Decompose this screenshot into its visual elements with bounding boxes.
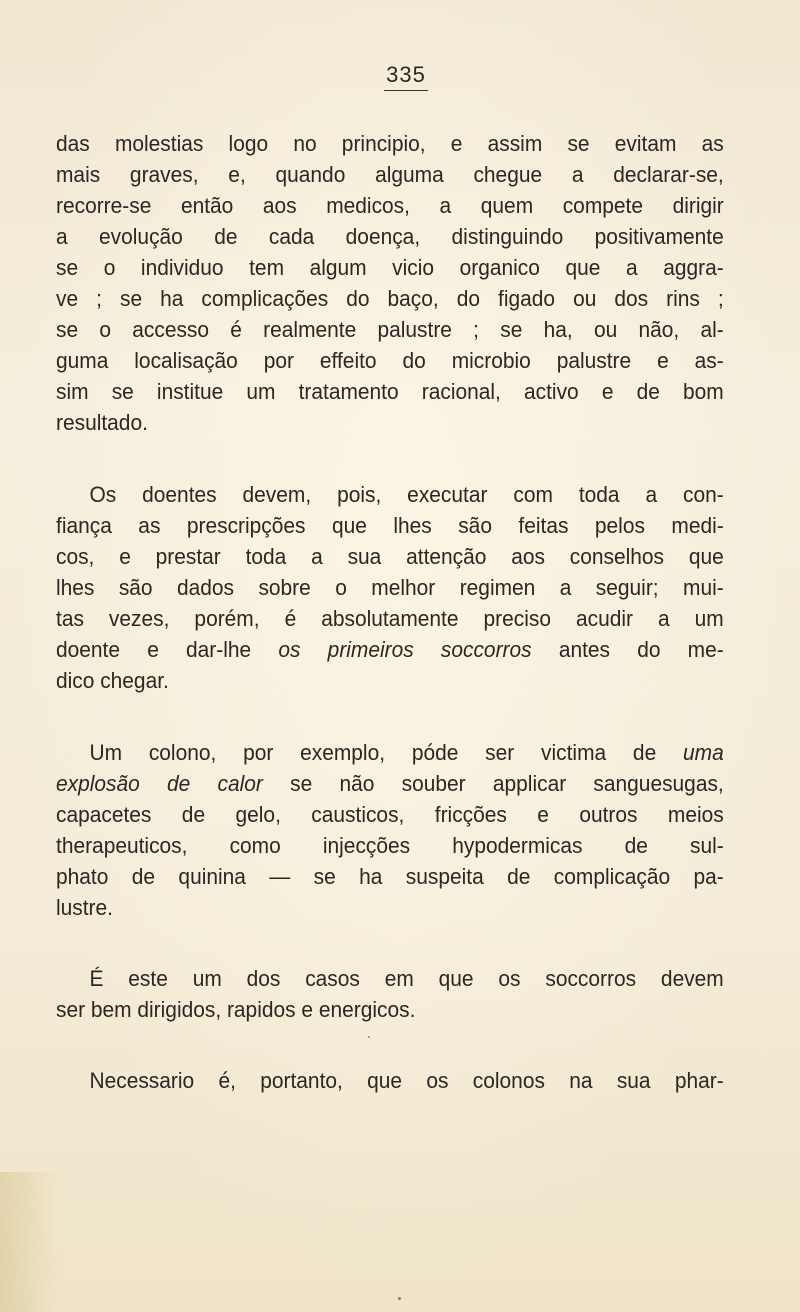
italic-phrase: uma [683,740,724,765]
text-segment: doente e dar-lhe [56,637,252,662]
paragraph-4 [56,963,724,1025]
text-line: guma localisação por effeito do microbio palustre e as- [56,348,724,373]
text-line: lustre. [56,895,113,920]
text-line-mixed [56,737,724,768]
paragraph-3 [56,737,724,923]
page-number [0,62,800,91]
italic-phrase: explosão de calor [56,771,263,796]
text-segment: Um colono, por exemplo, póde ser victima de [89,740,657,765]
paper-stain [0,1172,60,1312]
text-line: ser bem dirigidos, rapidos e energicos. [56,997,416,1022]
italic-phrase [278,637,531,662]
italic-prefix: os [278,637,301,662]
speck [398,1297,401,1300]
text-line: tas vezes, porém, é absolutamente preciso acudir a um [56,606,724,631]
text-line: se o accesso é realmente palustre ; se ha, ou não, al- [56,317,724,342]
text-line-mixed [56,634,724,665]
paragraph-1 [56,128,724,438]
text-line: lhes são dados sobre o melhor regimen a seguir; mui- [56,575,724,600]
paragraph-5 [56,1065,724,1096]
body-text [56,128,724,1096]
text-line-mixed [56,768,724,799]
text-line: phato de quinina — se ha suspeita de complicação pa- [56,864,724,889]
text-segment: antes do me- [558,637,724,662]
text-line: fiança as prescripções que lhes são feitas pelos medi- [56,513,724,538]
text-line: Os doentes devem, pois, executar com toda a con- [89,482,724,507]
text-line: a evolução de cada doença, distinguindo positivamente [56,224,724,249]
text-line: ve ; se ha complicações do baço, do figado ou dos rins ; [56,286,724,311]
text-line: recorre-se então aos medicos, a quem compete dirigir [56,193,724,218]
text-line: dico chegar. [56,668,169,693]
paragraph-2 [56,479,724,696]
text-line: sim se institue um tratamento racional, activo e de bom [56,379,724,404]
text-line: mais graves, e, quando alguma chegue a declarar-se, [56,162,724,187]
italic-text: primeiros soccorros [327,637,532,662]
page-number-text: 335 [384,62,428,91]
text-line: cos, e prestar toda a sua attenção aos conselhos que [56,544,724,569]
text-line: capacetes de gelo, causticos, fricções e outros meios [56,802,724,827]
text-line: se o individuo tem algum vicio organico que a aggra- [56,255,724,280]
text-line: É este um dos casos em que os soccorros devem [89,966,724,991]
text-segment: se não souber applicar sanguesugas, [290,771,724,796]
text-line: resultado. [56,410,148,435]
text-line: Necessario é, portanto, que os colonos na sua phar- [89,1068,724,1093]
text-line: das molestias logo no principio, e assim se evitam as [56,131,724,156]
text-line: therapeuticos, como injecções hypodermicas de sul- [56,833,724,858]
